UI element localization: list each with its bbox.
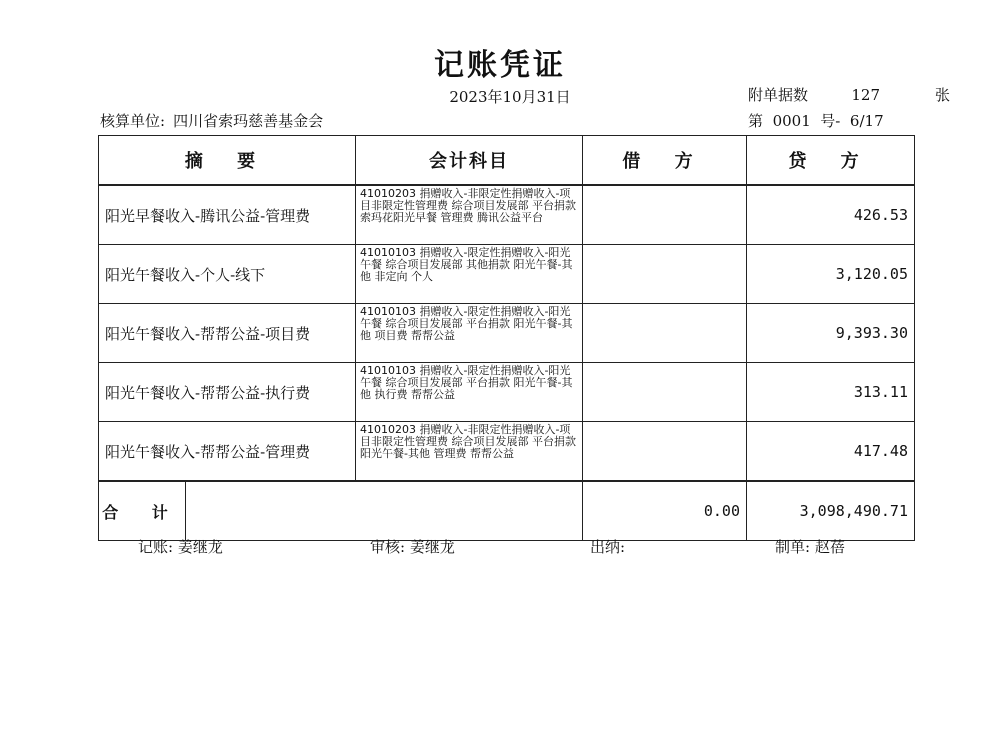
seq-page: 6/17 [849, 112, 884, 130]
header-subject: 会计科目 [356, 136, 583, 186]
table-header [99, 136, 915, 186]
row-summary: 阳光午餐收入-帮帮公益-执行费 [99, 363, 356, 422]
row-credit: 3,120.05 [747, 245, 915, 304]
cashier-signature [590, 536, 625, 557]
attachments-label: 附单据数 [748, 86, 809, 104]
row-subject: 41010103 捐赠收入-限定性捐赠收入-阳光午餐 综合项目发展部 平台捐款 阳光午餐-其他 执行费 帮帮公益 [356, 363, 583, 422]
reviewer-name: 姜继龙 [409, 538, 455, 556]
total-credit: 3,098,490.71 [747, 481, 915, 541]
unit-name: 四川省索玛慈善基金会 [173, 112, 324, 130]
total-label: 合 计 [99, 482, 186, 540]
table-row [99, 422, 915, 482]
voucher-sequence [748, 110, 884, 131]
attachments-unit: 张 [934, 86, 950, 104]
row-debit [583, 245, 747, 304]
cashier-label: 出纳: [590, 538, 626, 556]
attachments-info [748, 84, 950, 105]
row-subject: 41010103 捐赠收入-限定性捐赠收入-阳光午餐 综合项目发展部 平台捐款 阳光午餐-其他 项目费 帮帮公益 [356, 304, 583, 363]
attachments-count: 127 [851, 86, 880, 104]
row-debit [583, 304, 747, 363]
row-subject: 41010103 捐赠收入-限定性捐赠收入-阳光午餐 综合项目发展部 其他捐款 阳光午餐-其他 非定向 个人 [356, 245, 583, 304]
voucher-table [98, 135, 915, 541]
table-row [99, 304, 915, 363]
row-summary: 阳光午餐收入-帮帮公益-管理费 [99, 422, 356, 482]
total-cell [99, 481, 583, 541]
row-summary: 阳光早餐收入-腾讯公益-管理费 [99, 185, 356, 245]
row-credit: 417.48 [747, 422, 915, 482]
header-debit: 借 方 [583, 136, 747, 186]
bookkeeper-name: 姜继龙 [177, 538, 223, 556]
row-debit [583, 422, 747, 482]
seq-number: 0001 [772, 112, 811, 130]
preparer-name: 赵蓓 [814, 538, 845, 556]
header-credit: 贷 方 [747, 136, 915, 186]
table-row [99, 245, 915, 304]
table-row [99, 363, 915, 422]
bookkeeper-label: 记账: [138, 538, 174, 556]
row-credit: 426.53 [747, 185, 915, 245]
total-blank [186, 482, 582, 540]
total-debit: 0.00 [583, 481, 747, 541]
accounting-unit [100, 110, 323, 131]
row-summary: 阳光午餐收入-帮帮公益-项目费 [99, 304, 356, 363]
row-subject: 41010203 捐赠收入-非限定性捐赠收入-项目非限定性管理费 综合项目发展部 平台捐款 阳光午餐-其他 管理费 帮帮公益 [356, 422, 583, 482]
reviewer-signature [370, 536, 455, 557]
row-credit: 313.11 [747, 363, 915, 422]
seq-prefix: 第 [748, 112, 764, 130]
unit-label: 核算单位: [100, 112, 166, 130]
voucher-date: 2023年10月31日 [449, 88, 571, 106]
header-summary: 摘 要 [99, 136, 356, 186]
total-row [99, 481, 915, 541]
voucher-title: 记账凭证 [434, 48, 566, 83]
row-subject: 41010203 捐赠收入-非限定性捐赠收入-项目非限定性管理费 综合项目发展部 平台捐款 索玛花阳光早餐 管理费 腾讯公益平台 [356, 185, 583, 245]
preparer-signature [775, 536, 845, 557]
reviewer-label: 审核: [370, 538, 406, 556]
preparer-label: 制单: [775, 538, 811, 556]
row-summary: 阳光午餐收入-个人-线下 [99, 245, 356, 304]
row-debit [583, 363, 747, 422]
row-credit: 9,393.30 [747, 304, 915, 363]
table-row [99, 185, 915, 245]
seq-suffix: 号- [820, 112, 841, 130]
bookkeeper-signature [138, 536, 223, 557]
row-debit [583, 185, 747, 245]
